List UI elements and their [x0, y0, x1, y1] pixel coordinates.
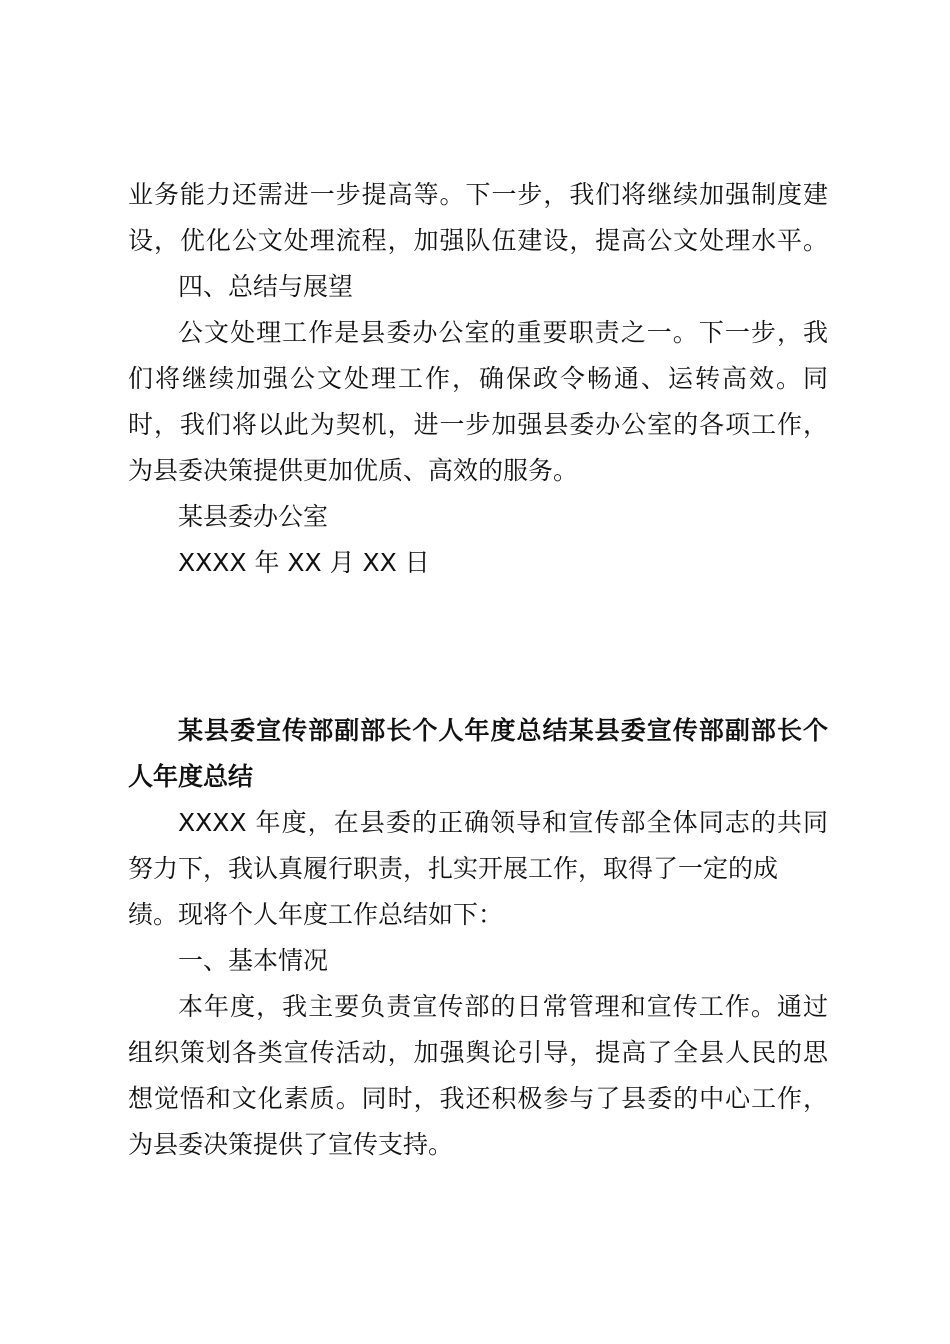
section-heading: 四、总结与展望 [178, 272, 354, 301]
date: XXXX 年 XX 月 XX 日 [178, 548, 430, 577]
paragraph-line: 为县委决策提供更加优质、高效的服务。 [128, 456, 579, 485]
signature: 某县委办公室 [178, 502, 329, 531]
paragraph-line: 时，我们将以此为契机，进一步加强县委办公室的各项工作， [128, 410, 828, 439]
paragraph-line: 组织策划各类宣传活动，加强舆论引导，提高了全县人民的思 [128, 1038, 828, 1067]
paragraph-line: XXXX 年度，在县委的正确领导和宣传部全体同志的共同 [178, 808, 828, 837]
paragraph-line: 们将继续加强公文处理工作，确保政令畅通、运转高效。同 [128, 364, 828, 393]
document-title: 人年度总结 [128, 762, 254, 791]
previous-document-ending [128, 172, 828, 586]
paragraph-line: 业务能力还需进一步提高等。下一步，我们将继续加强制度建 [128, 180, 828, 209]
document-title: 某县委宣传部副部长个人年度总结某县委宣传部副部长个 [178, 716, 828, 745]
paragraph-line: 公文处理工作是县委办公室的重要职责之一。下一步，我 [178, 318, 828, 347]
paragraph-line: 本年度，我主要负责宣传部的日常管理和宣传工作。通过 [178, 992, 828, 1021]
paragraph-line: 努力下，我认真履行职责，扎实开展工作，取得了一定的成 [128, 854, 779, 883]
paragraph-line: 想觉悟和文化素质。同时，我还积极参与了县委的中心工作， [128, 1084, 828, 1113]
section-heading: 一、基本情况 [178, 946, 329, 975]
new-document [128, 708, 828, 1168]
paragraph-line: 设，优化公文处理流程，加强队伍建设，提高公文处理水平。 [128, 226, 828, 255]
paragraph-line: 为县委决策提供了宣传支持。 [128, 1130, 454, 1159]
paragraph-line: 绩。现将个人年度工作总结如下： [128, 900, 504, 929]
